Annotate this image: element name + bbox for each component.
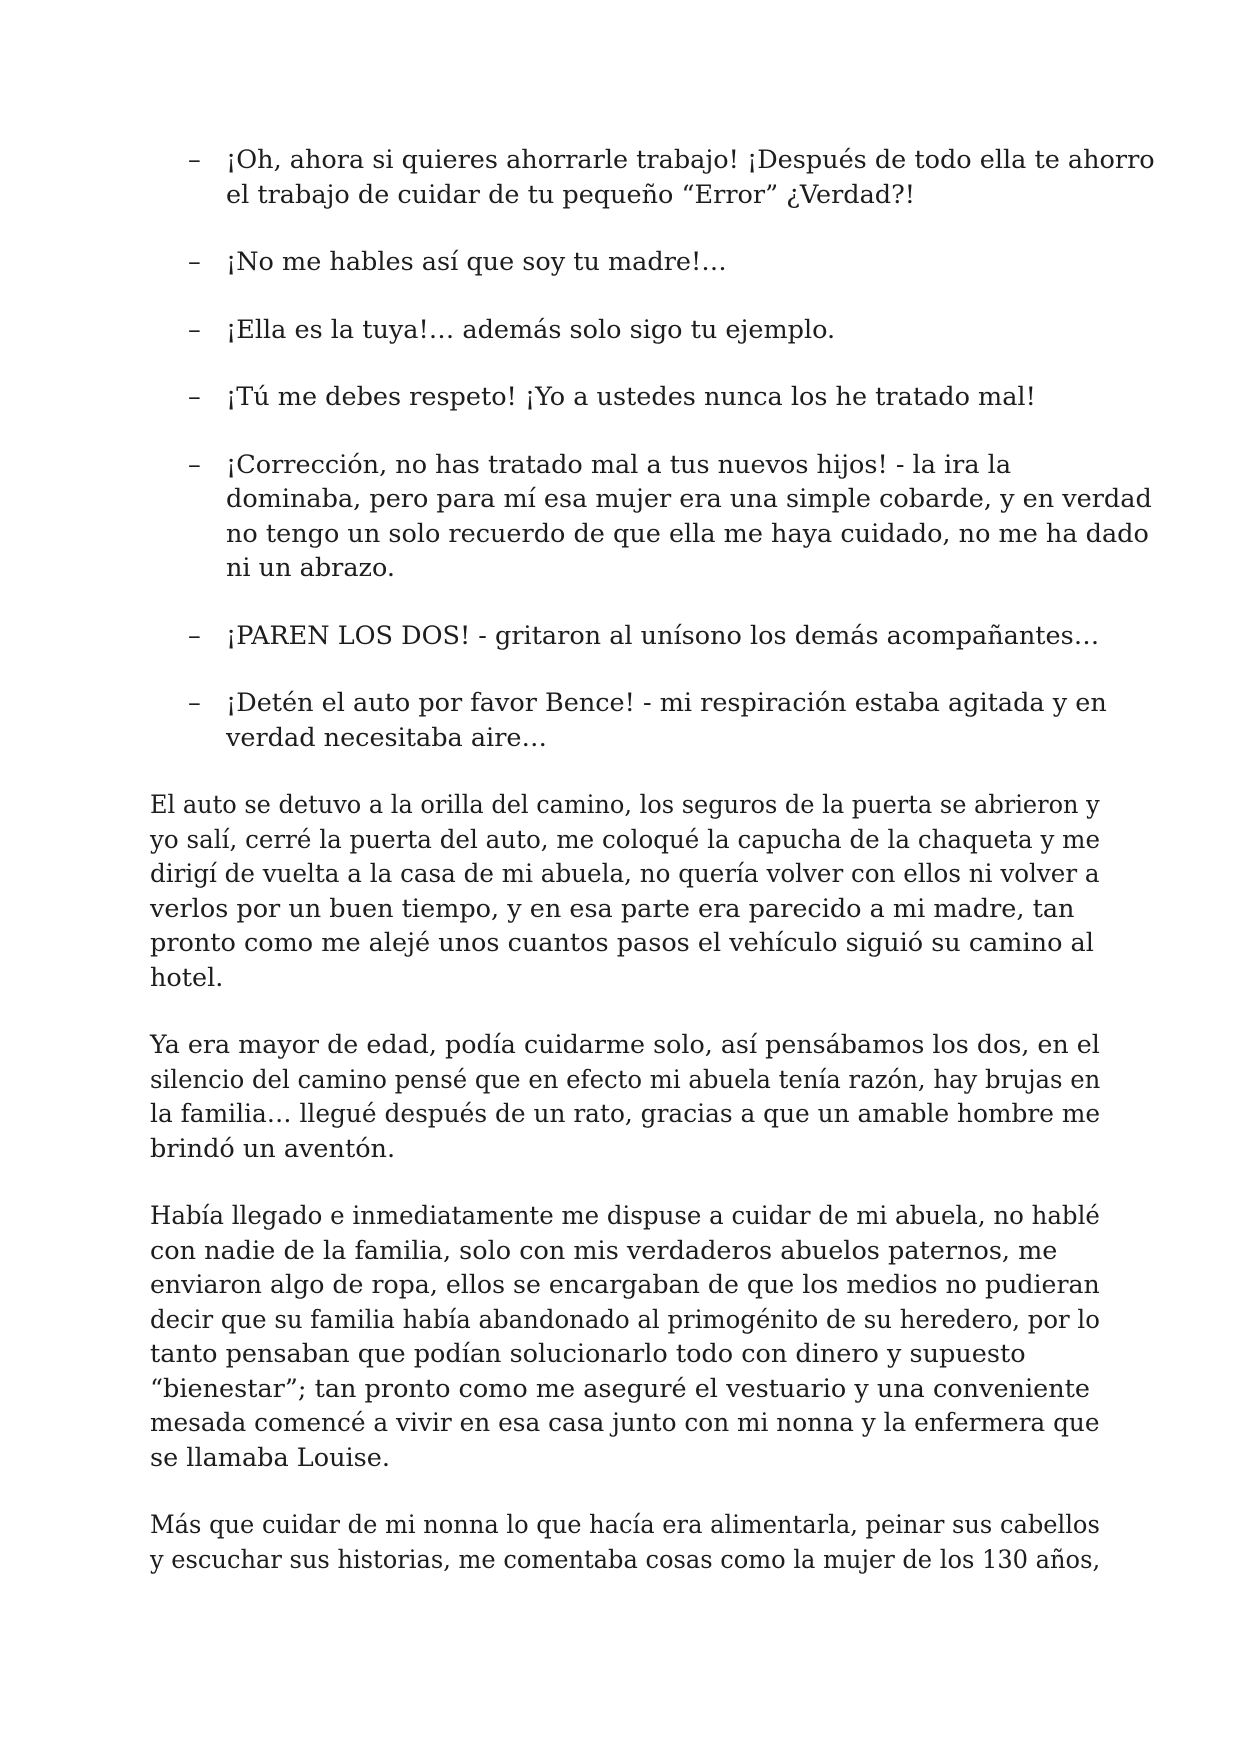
text-line: dirigí de vuelta a la casa de mi abuela, no quería volver con ellos ni volver a [150, 859, 1100, 889]
body-paragraph [150, 1199, 1100, 1475]
text-line: y escuchar sus historias, me comentaba cosas como la mujer de los 130 años, [150, 1544, 1101, 1575]
text-line: Más que cuidar de mi nonna lo que hacía era alimentarla, peinar sus cabellos [150, 1510, 1100, 1540]
dialogue-text [226, 686, 1107, 755]
body-paragraph [150, 788, 1100, 995]
text-line: ¡Corrección, no has tratado mal a tus nuevos hijos! - la ira la [226, 449, 1012, 480]
text-line: hotel. [150, 962, 224, 993]
document-page [150, 143, 1155, 1610]
dialogue-text [226, 448, 1152, 586]
dialogue-dash: – [188, 314, 201, 345]
dialogue-text [226, 313, 1100, 348]
dialogue-text [226, 245, 1100, 280]
dialogue-dash: – [188, 688, 201, 718]
text-line: Había llegado e inmediatamente me dispuse a cuidar de mi abuela, no hablé [150, 1201, 1100, 1231]
dialogue-item [150, 380, 1100, 415]
text-line: Ya era mayor de edad, podía cuidarme solo, así pensábamos los dos, en el [150, 1030, 1100, 1060]
text-line: ¡Ella es la tuya!… además solo sigo tu ejemplo. [226, 314, 836, 345]
text-line: enviaron algo de ropa, ellos se encargaban de que los medios no pudieran [150, 1270, 1100, 1300]
text-line: decir que su familia había abandonado al primogénito de su heredero, por lo [150, 1304, 1100, 1335]
dialogue-item [150, 313, 1100, 348]
text-line: El auto se detuvo a la orilla del camino, los seguros de la puerta se abrieron y [150, 790, 1100, 820]
text-line: pronto como me alejé unos cuantos pasos el vehículo siguió su camino al [150, 928, 1094, 958]
body-paragraph [150, 1028, 1100, 1166]
text-line: tanto pensaban que podían solucionarlo todo con dinero y supuesto [150, 1339, 1026, 1369]
dialogue-item [150, 686, 1107, 755]
text-line: “bienestar”; tan pronto como me aseguré el vestuario y una conveniente [150, 1373, 1090, 1404]
text-line: mesada comencé a vivir en esa casa junto con mi nonna y la enfermera que [150, 1408, 1100, 1438]
text-line: yo salí, cerré la puerta del auto, me coloqué la capucha de la chaqueta y me [150, 824, 1101, 855]
text-line: no tengo un solo recuerdo de que ella me haya cuidado, no me ha dado [226, 518, 1149, 549]
text-line: se llamaba Louise. [150, 1442, 390, 1473]
text-line: ¡No me hables así que soy tu madre!… [226, 247, 727, 277]
text-line: ¡Tú me debes respeto! ¡Yo a ustedes nunca los he tratado mal! [226, 382, 1036, 412]
dialogue-item [150, 143, 1155, 212]
dialogue-dash: – [188, 382, 201, 412]
text-line: ¡Oh, ahora si quieres ahorrarle trabajo! ¡Después de todo ella te ahorro [226, 145, 1155, 175]
dialogue-item [150, 448, 1152, 586]
dialogue-text [226, 380, 1100, 415]
dialogue-dash: – [188, 620, 201, 651]
text-line: dominaba, pero para mí esa mujer era una simple cobarde, y en verdad [226, 484, 1152, 514]
dialogue-item [150, 619, 1100, 654]
text-line: la familia… llegué después de un rato, gracias a que un amable hombre me [150, 1099, 1101, 1129]
dialogue-dash: – [188, 247, 201, 277]
dialogue-text [226, 619, 1100, 654]
text-line: ¡Detén el auto por favor Bence! - mi respiración estaba agitada y en [226, 688, 1107, 718]
text-line: silencio del camino pensé que en efecto mi abuela tenía razón, hay brujas en [150, 1064, 1101, 1095]
text-line: ¡PAREN LOS DOS! - gritaron al unísono los demás acompañantes… [226, 620, 1100, 651]
dialogue-item [150, 245, 1100, 280]
text-line: el trabajo de cuidar de tu pequeño “Error” ¿Verdad?! [226, 179, 916, 210]
dialogue-dash: – [188, 145, 201, 175]
text-line: verdad necesitaba aire… [226, 722, 547, 753]
dialogue-dash: – [188, 449, 201, 480]
text-line: brindó un aventón. [150, 1133, 396, 1164]
text-line: con nadie de la familia, solo con mis verdaderos abuelos paternos, me [150, 1235, 1058, 1266]
body-paragraph [150, 1508, 1100, 1577]
text-line: ni un abrazo. [226, 553, 395, 583]
text-line: verlos por un buen tiempo, y en esa parte era parecido a mi madre, tan [150, 893, 1075, 924]
dialogue-text [226, 143, 1155, 212]
